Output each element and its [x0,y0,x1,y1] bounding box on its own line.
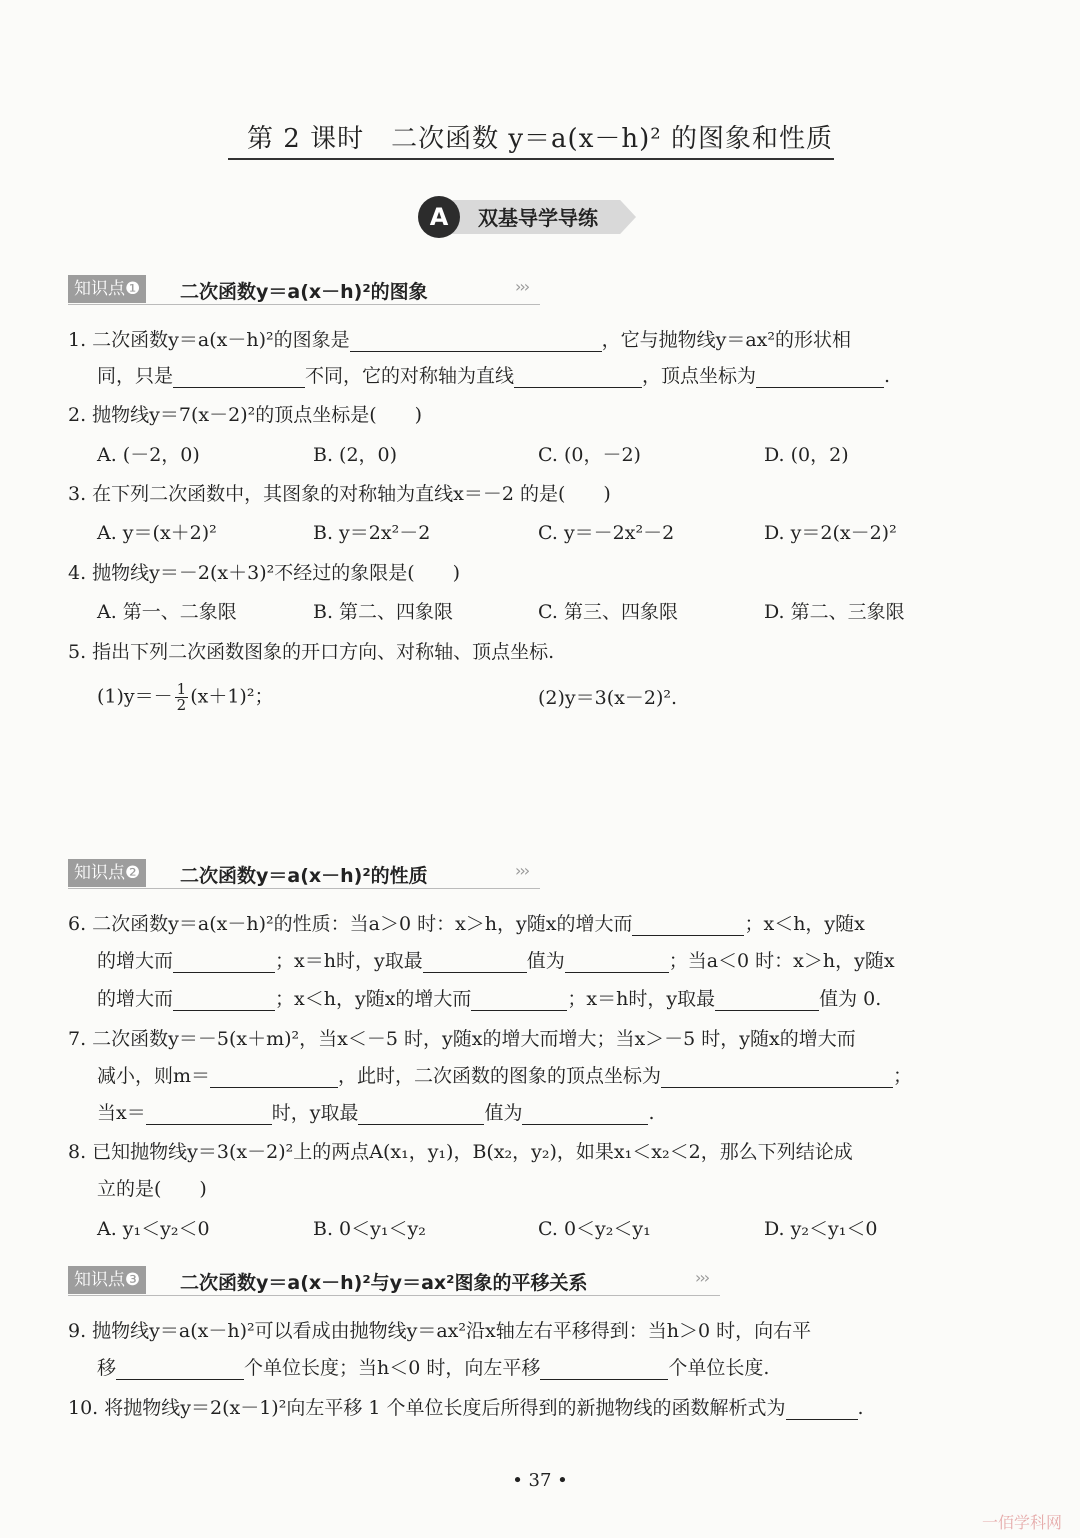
option-d[interactable]: D. (0，2) [764,444,849,466]
knowledge-point-title: 二次函数y＝a(x－h)²与y＝ax²图象的平移关系 [180,1272,588,1294]
question-text: (1)y＝－ [97,685,173,708]
question-text: 减小，则m＝ [97,1065,211,1087]
question-1-cont [97,364,890,388]
answer-blank[interactable] [471,990,567,1011]
question-text: 10. 将抛物线y＝2(x－1)²向左平移 1 个单位长度后所得到的新抛物线的函数解析式为 [68,1397,786,1419]
option-a[interactable]: A. y₁＜y₂＜0 [97,1218,210,1240]
option-c[interactable]: C. y＝－2x²－2 [538,522,675,544]
watermark: 一佰学科网 [981,1513,1062,1532]
question-9: 9. 抛物线y＝a(x－h)²可以看成由抛物线y＝ax²沿x轴左右平移得到：当h＞0 时，向右平 [68,1320,812,1342]
knowledge-point-title: 二次函数y＝a(x－h)²的性质 [180,865,428,887]
option-c[interactable]: C. 0＜y₂＜y₁ [538,1218,651,1240]
question-text: 时，y取最 [271,1102,359,1124]
question-text: 的增大而 [97,950,174,972]
question-4: 4. 抛物线y＝－2(x＋3)²不经过的象限是( ) [68,562,461,584]
answer-blank[interactable] [522,1104,648,1125]
question-text: ，顶点坐标为 [642,365,757,387]
option-d[interactable]: D. 第二、三象限 [764,601,905,623]
question-7-cont-2 [97,1101,655,1125]
answer-blank[interactable] [116,1359,244,1380]
question-text: 的增大而 [97,988,174,1010]
option-d[interactable]: D. y₂＜y₁＜0 [764,1218,878,1240]
question-5-part-1 [97,682,273,713]
chevrons-icon: ››› [515,861,529,880]
question-10 [68,1396,864,1420]
answer-blank[interactable] [350,331,602,352]
option-b[interactable]: B. y＝2x²－2 [313,522,431,544]
answer-blank[interactable] [173,990,275,1011]
question-6 [68,912,865,936]
divider [68,304,540,305]
answer-blank[interactable] [358,1104,484,1125]
title-underline [228,158,834,160]
question-text: 值为 [526,950,565,972]
option-a[interactable]: A. y＝(x＋2)² [97,522,217,544]
answer-blank[interactable] [565,952,669,973]
answer-blank[interactable] [514,367,642,388]
question-text: ；x＝h时，y取最 [275,950,423,972]
question-text: . [884,365,891,387]
question-text: ，此时，二次函数的图象的顶点坐标为 [338,1065,662,1087]
question-9-cont [97,1356,769,1380]
question-6-cont [97,949,895,973]
question-text: . [857,1397,864,1419]
question-text: 不同，它的对称轴为直线 [305,365,515,387]
question-text: (x＋1)²； [190,685,274,708]
divider [68,888,540,889]
option-a[interactable]: A. (－2，0) [97,444,200,466]
answer-blank[interactable] [210,1067,338,1088]
question-text: ，它与抛物线y＝ax²的形状相 [601,329,852,351]
question-text: ；x＝h时，y取最 [567,988,716,1010]
question-text: 个单位长度；当h＜0 时，向左平移 [244,1357,541,1379]
question-text: ；x＜h，y随x [744,913,865,935]
question-7-cont [97,1064,912,1088]
page-title: 第 2 课时 二次函数 y＝a(x－h)² 的图象和性质 [247,124,833,154]
answer-blank[interactable] [146,1104,272,1125]
chevrons-icon: ››› [515,277,529,296]
divider [68,1295,720,1296]
question-text: ； [893,1065,913,1087]
knowledge-point-tag: 知识点❶ [68,275,146,303]
question-1 [68,328,851,352]
fraction [175,682,189,713]
question-3: 3. 在下列二次函数中，其图象的对称轴为直线x＝－2 的是( ) [68,483,611,505]
question-5: 5. 指出下列二次函数图象的开口方向、对称轴、顶点坐标. [68,641,555,663]
question-text: . [648,1102,655,1124]
answer-blank[interactable] [786,1399,858,1420]
question-6-cont-2 [97,987,881,1011]
option-b[interactable]: B. (2，0) [313,444,398,466]
question-text: 值为 0. [819,988,882,1010]
option-a[interactable]: A. 第一、二象限 [97,601,237,623]
knowledge-point-tag: 知识点❷ [68,859,146,887]
question-text: 同，只是 [97,365,174,387]
page-number: • 37 • [512,1470,568,1491]
fraction-numerator: 1 [176,680,187,698]
answer-blank[interactable] [173,367,305,388]
question-text: ；x＜h，y随x的增大而 [275,988,472,1010]
chevrons-icon: ››› [695,1268,709,1287]
answer-blank[interactable] [632,915,744,936]
question-8-cont: 立的是( ) [97,1178,207,1200]
knowledge-point-title: 二次函数y＝a(x－h)²的图象 [180,281,428,303]
option-d[interactable]: D. y＝2(x－2)² [764,522,897,544]
answer-blank[interactable] [661,1067,893,1088]
option-b[interactable]: B. 0＜y₁＜y₂ [313,1218,426,1240]
answer-blank[interactable] [756,367,884,388]
option-c[interactable]: C. (0，－2) [538,444,641,466]
knowledge-point-tag: 知识点❸ [68,1266,146,1294]
answer-blank[interactable] [540,1359,668,1380]
question-text: 1. 二次函数y＝a(x－h)²的图象是 [68,329,350,351]
banner-letter: A [418,196,460,238]
answer-blank[interactable] [715,990,819,1011]
option-b[interactable]: B. 第二、四象限 [313,601,454,623]
question-text: ；当a＜0 时：x＞h，y随x [668,950,895,972]
question-text: 值为 [484,1102,523,1124]
question-text: 个单位长度. [668,1357,770,1379]
answer-blank[interactable] [423,952,527,973]
banner-text: 双基导学导练 [478,206,598,230]
question-text: 6. 二次函数y＝a(x－h)²的性质：当a＞0 时：x＞h，y随x的增大而 [68,913,633,935]
answer-blank[interactable] [173,952,275,973]
question-5-part-2: (2)y＝3(x－2)². [538,687,678,709]
question-text: 移 [97,1357,117,1379]
question-7: 7. 二次函数y＝－5(x＋m)²，当x＜－5 时，y随x的增大而增大；当x＞－5 时，y随x的增大而 [68,1028,856,1050]
question-text: 当x＝ [97,1102,146,1124]
fraction-denominator: 2 [176,696,187,714]
question-2: 2. 抛物线y＝7(x－2)²的顶点坐标是( ) [68,404,423,426]
question-8: 8. 已知抛物线y＝3(x－2)²上的两点A(x₁，y₁)，B(x₂，y₂)，如果x₁＜x₂＜2，那么下列结论成 [68,1141,853,1163]
option-c[interactable]: C. 第三、四象限 [538,601,678,623]
